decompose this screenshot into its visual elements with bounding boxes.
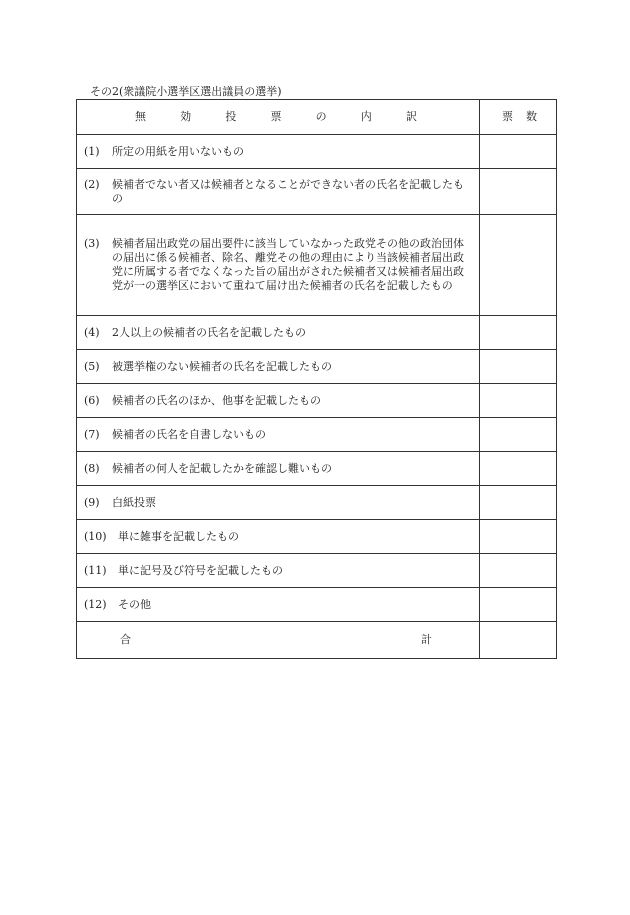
header-char: 数 xyxy=(526,110,537,123)
row-number: (12) xyxy=(84,597,107,611)
header-char: 内 xyxy=(360,110,372,123)
count-cell[interactable] xyxy=(480,588,557,622)
row-text: 2人以上の候補者の氏名を記載したもの xyxy=(112,325,306,339)
header-char: の xyxy=(315,110,327,123)
total-label-right: 計 xyxy=(421,633,432,646)
total-label-left: 合 xyxy=(120,633,131,646)
count-cell[interactable] xyxy=(480,554,557,588)
table-header-row xyxy=(77,100,557,135)
reason-cell xyxy=(77,418,480,452)
row-number: (3) xyxy=(84,237,100,250)
table-row xyxy=(77,588,557,622)
table-row xyxy=(77,135,557,169)
table-row xyxy=(77,316,557,350)
reason-cell xyxy=(77,169,480,215)
reason-cell xyxy=(77,452,480,486)
table-row xyxy=(77,418,557,452)
row-number: (1) xyxy=(84,144,100,158)
count-cell[interactable] xyxy=(480,135,557,169)
row-number: (6) xyxy=(84,393,100,407)
row-text: 被選挙権のない候補者の氏名を記載したもの xyxy=(112,359,332,373)
count-cell[interactable] xyxy=(480,452,557,486)
reason-column-header xyxy=(77,100,480,135)
row-number: (9) xyxy=(84,495,100,509)
table-row xyxy=(77,350,557,384)
reason-cell xyxy=(77,215,480,316)
header-char: 訳 xyxy=(405,110,417,123)
total-count-cell[interactable] xyxy=(480,622,557,659)
reason-cell xyxy=(77,554,480,588)
count-cell[interactable] xyxy=(480,384,557,418)
row-text: 候補者の何人を記載したかを確認し難いもの xyxy=(112,461,332,475)
row-text: 所定の用紙を用いないもの xyxy=(112,144,244,158)
reason-cell xyxy=(77,520,480,554)
row-number: (4) xyxy=(84,325,100,339)
table-row xyxy=(77,384,557,418)
reason-cell xyxy=(77,316,480,350)
form-caption: その2(衆議院小選挙区選出議員の選挙) xyxy=(90,85,282,98)
reason-cell xyxy=(77,350,480,384)
count-cell[interactable] xyxy=(480,316,557,350)
row-text: その他 xyxy=(118,597,151,611)
reason-cell xyxy=(77,384,480,418)
header-char: 票 xyxy=(502,110,513,123)
total-row xyxy=(77,622,557,659)
invalid-votes-table xyxy=(76,99,557,659)
reason-cell xyxy=(77,588,480,622)
row-text: 単に記号及び符号を記載したもの xyxy=(118,563,283,577)
count-cell[interactable] xyxy=(480,486,557,520)
table-row xyxy=(77,169,557,215)
row-text: 白紙投票 xyxy=(112,495,156,509)
count-cell[interactable] xyxy=(480,215,557,316)
count-cell[interactable] xyxy=(480,350,557,384)
row-number: (2) xyxy=(84,177,100,191)
table-row xyxy=(77,452,557,486)
table-row xyxy=(77,215,557,316)
row-text: 候補者の氏名を自書しないもの xyxy=(112,427,266,441)
row-text: 候補者届出政党の届出要件に該当していなかった政党その他の政治団体の届出に係る候補者、除名、離党その他の理由により当該候補者届出政党に所属する者でなくなった旨の届出がされた候補者又は候補者届出政党が一の選挙区において重ねて届け出た候補者の氏名を記載したもの xyxy=(112,237,464,292)
row-number: (5) xyxy=(84,359,100,373)
row-number: (8) xyxy=(84,461,100,475)
count-cell[interactable] xyxy=(480,169,557,215)
total-label-cell xyxy=(77,622,480,659)
header-char: 投 xyxy=(225,110,237,123)
count-cell[interactable] xyxy=(480,418,557,452)
header-char: 効 xyxy=(180,110,192,123)
header-char: 票 xyxy=(270,110,282,123)
row-number: (11) xyxy=(84,563,107,577)
row-text: 候補者でない者又は候補者となることができない者の氏名を記載したもの xyxy=(112,177,464,205)
header-char: 無 xyxy=(135,110,146,123)
reason-cell xyxy=(77,135,480,169)
table-row xyxy=(77,486,557,520)
row-number: (10) xyxy=(84,529,107,543)
row-text: 単に雑事を記載したもの xyxy=(118,529,239,543)
row-text: 候補者の氏名のほか、他事を記載したもの xyxy=(112,393,321,407)
table-row xyxy=(77,520,557,554)
count-cell[interactable] xyxy=(480,520,557,554)
reason-cell xyxy=(77,486,480,520)
row-number: (7) xyxy=(84,427,100,441)
count-column-header xyxy=(480,100,557,135)
table-row xyxy=(77,554,557,588)
